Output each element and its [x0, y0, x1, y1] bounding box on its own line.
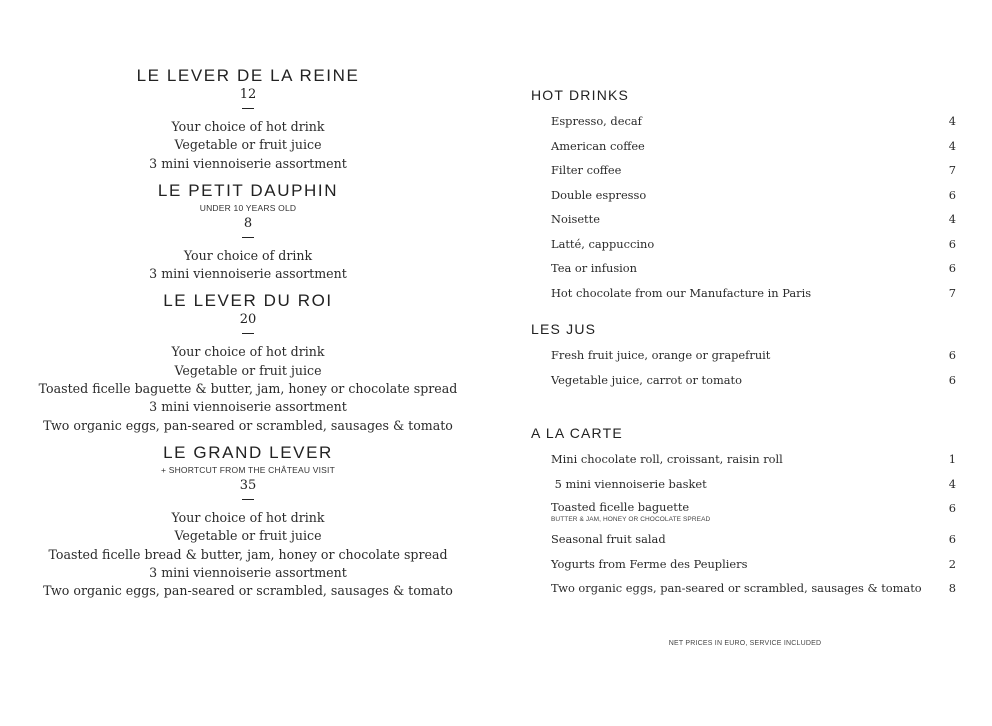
menu-item — [531, 134, 959, 159]
section-title: HOT DRINKS — [531, 87, 630, 103]
formula-lever-de-la-reine — [28, 66, 468, 173]
menu-item — [531, 527, 959, 552]
item-price: 4 — [948, 138, 956, 153]
section-les-jus — [531, 320, 959, 392]
formula-line: Your choice of drink — [183, 247, 313, 263]
item-price: 4 — [948, 212, 956, 226]
menu-item — [531, 343, 959, 368]
section-title: LES JUS — [531, 321, 597, 337]
section-hot-drinks — [531, 86, 959, 305]
item-name: Filter coffee — [551, 163, 622, 177]
item-name: Double espresso — [551, 187, 647, 202]
divider — [242, 237, 254, 238]
formula-note: UNDER 10 YEARS OLD — [199, 202, 297, 213]
formula-line: Vegetable or fruit juice — [174, 362, 322, 378]
menu-item — [531, 183, 959, 208]
item-price: 4 — [948, 476, 956, 491]
item-price: 6 — [948, 348, 956, 362]
formula-price: 8 — [243, 215, 253, 231]
item-name: Yogurts from Ferme des Peupliers — [551, 556, 748, 571]
item-name: Hot chocolate from our Manufacture in Paris — [551, 285, 812, 300]
formula-title: LE GRAND LEVER — [163, 442, 333, 462]
item-price: 7 — [948, 163, 956, 177]
item-name: Mini chocolate roll, croissant, raisin roll — [551, 452, 783, 466]
menu-item — [531, 158, 959, 183]
item-name: 5 mini viennoiserie basket — [551, 476, 707, 491]
formula-line: Vegetable or fruit juice — [174, 528, 322, 544]
menu-item — [531, 496, 959, 525]
breakfast-formulas — [28, 66, 468, 610]
item-name: Fresh fruit juice, orange or grapefruit — [551, 348, 771, 362]
menu-item — [531, 472, 959, 497]
item-price: 8 — [948, 581, 956, 595]
formula-title: LE LEVER DE LA REINE — [136, 66, 360, 85]
item-price: 6 — [948, 532, 956, 546]
section-title: A LA CARTE — [531, 425, 623, 441]
item-price: 2 — [948, 556, 956, 571]
formula-title: LE PETIT DAUPHIN — [157, 180, 339, 200]
menu-item — [531, 109, 959, 134]
item-name: Noisette — [551, 212, 600, 226]
item-price: 6 — [948, 236, 956, 251]
formula-line: 3 mini viennoiserie assortment — [149, 399, 347, 415]
divider — [242, 499, 254, 500]
item-price: 4 — [948, 114, 956, 128]
formula-line: 3 mini viennoiserie assortment — [149, 564, 347, 580]
formula-lever-du-roi — [28, 291, 468, 434]
formula-line: Toasted ficelle bread & butter, jam, honey or chocolate spread — [48, 546, 448, 562]
formula-line: Your choice of hot drink — [171, 119, 325, 134]
divider — [242, 108, 254, 109]
menu-sections — [531, 86, 959, 601]
menu-item — [531, 232, 959, 257]
item-name: Seasonal fruit salad — [551, 532, 666, 546]
menu-item — [531, 281, 959, 306]
formula-price: 20 — [239, 312, 257, 328]
item-price: 6 — [948, 372, 956, 387]
formula-line: Vegetable or fruit juice — [174, 137, 322, 153]
item-price: 6 — [948, 261, 956, 275]
menu-item — [531, 447, 959, 472]
item-name: Two organic eggs, pan-seared or scrambled, sausages & tomato — [551, 581, 922, 595]
menu-item — [531, 552, 959, 577]
formula-title: LE LEVER DU ROI — [163, 291, 333, 311]
item-name: Tea or infusion — [551, 261, 638, 275]
menu-item — [531, 256, 959, 281]
formula-note: + SHORTCUT FROM THE CHÂTEAU VISIT — [160, 464, 336, 475]
item-name: Vegetable juice, carrot or tomato — [551, 372, 742, 387]
formula-line: 3 mini viennoiserie assortment — [149, 266, 347, 282]
item-name: Espresso, decaf — [551, 114, 642, 128]
section-a-la-carte — [531, 424, 959, 601]
item-price: 6 — [948, 187, 956, 202]
formula-line: 3 mini viennoiserie assortment — [149, 155, 347, 171]
formula-price: 12 — [239, 87, 257, 102]
footer-note: NET PRICES IN EURO, SERVICE INCLUDED — [668, 640, 822, 647]
formula-line: Two organic eggs, pan-seared or scrambled, sausages & tomato — [43, 583, 453, 599]
formula-line: Toasted ficelle baguette & butter, jam, honey or chocolate spread — [38, 381, 458, 397]
formula-grand-lever — [28, 443, 468, 600]
formula-petit-dauphin — [28, 181, 468, 284]
formula-line: Your choice of hot drink — [171, 344, 325, 360]
item-note: BUTTER & JAM, HONEY OR CHOCOLATE SPREAD — [551, 516, 711, 523]
menu-item — [531, 368, 959, 393]
item-name: Latté, cappuccino — [551, 236, 655, 251]
item-price: 1 — [948, 452, 956, 466]
menu-item — [531, 576, 959, 601]
formula-line: Your choice of hot drink — [171, 509, 325, 525]
formula-line: Two organic eggs, pan-seared or scrambled, sausages & tomato — [43, 417, 453, 433]
item-name: American coffee — [551, 138, 645, 153]
item-price: 7 — [948, 285, 956, 300]
item-name: Toasted ficelle baguette — [551, 500, 690, 514]
formula-price: 35 — [239, 477, 257, 493]
item-price: 6 — [948, 501, 956, 515]
menu-item — [531, 207, 959, 232]
divider — [242, 333, 254, 334]
